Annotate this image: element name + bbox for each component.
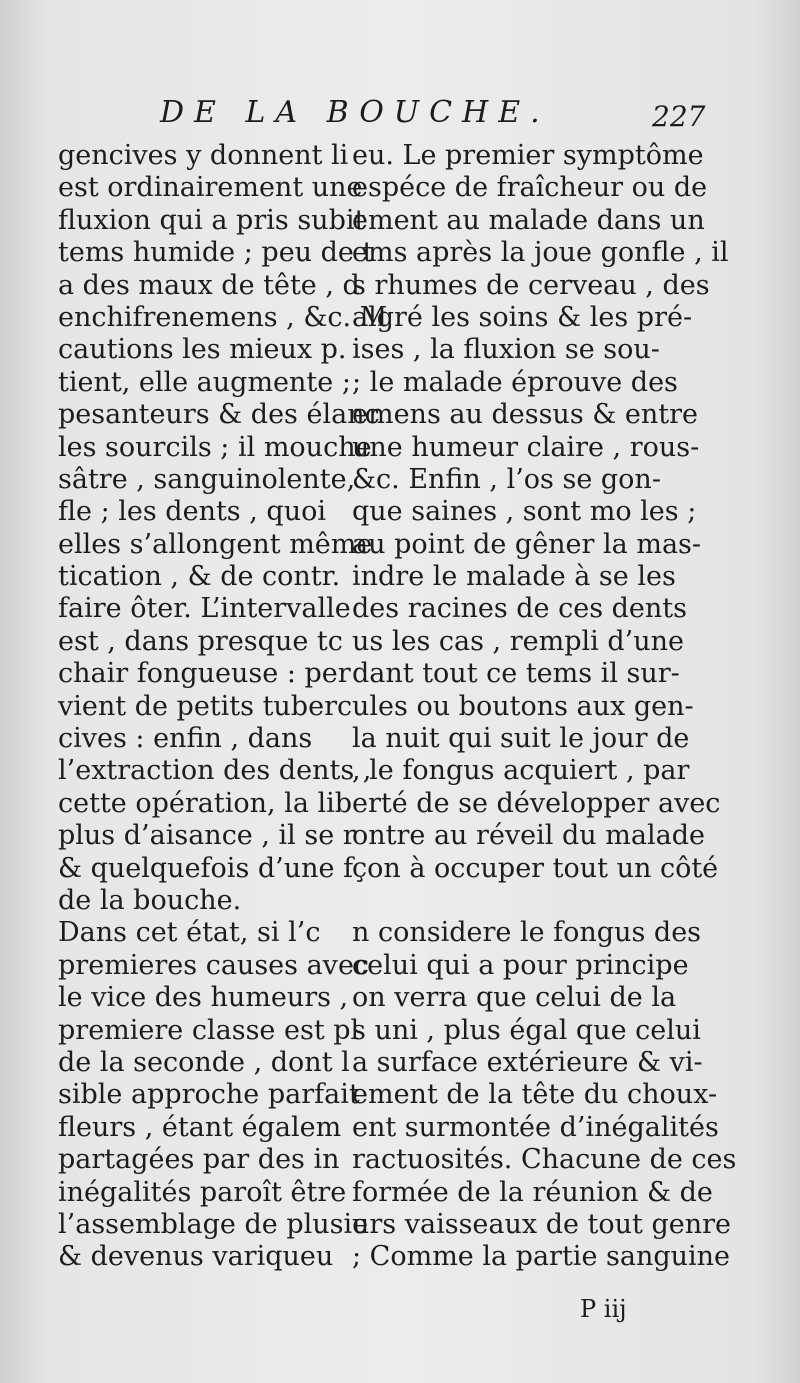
text-line: on verra que celui de la bbox=[352, 982, 677, 1014]
text-line: cives : enfin , dans bbox=[58, 723, 313, 755]
text-line: gencives y donnent li bbox=[58, 140, 349, 171]
text-line: algré les soins & les pré- bbox=[352, 301, 693, 333]
left-text-column bbox=[58, 140, 388, 1274]
text-line: est , dans presque tc bbox=[58, 625, 343, 657]
text-line: us les cas , rempli d’une bbox=[352, 625, 684, 657]
text-line: a surface extérieure & vi- bbox=[352, 1046, 703, 1078]
text-line: cette opération, la lib bbox=[58, 787, 353, 819]
text-line: formée de la réunion & de bbox=[352, 1176, 713, 1208]
text-line: l’extraction des dents , bbox=[58, 755, 372, 787]
text-line: indre le malade à se les bbox=[352, 561, 676, 593]
text-line: de la bouche. bbox=[58, 884, 242, 916]
text-line: Dans cet état, si l’c bbox=[58, 917, 321, 949]
right-text-column bbox=[352, 140, 737, 1274]
text-line: s uni , plus égal que celui bbox=[352, 1014, 701, 1046]
text-line: sible approche parfait bbox=[58, 1079, 360, 1111]
text-line: emens au dessus & entre bbox=[352, 399, 698, 431]
text-line: celui qui a pour principe bbox=[352, 949, 689, 981]
text-line: cautions les mieux p. bbox=[58, 334, 347, 366]
text-line: de la seconde , dont l bbox=[58, 1046, 350, 1078]
text-line: ement de la tête du choux- bbox=[352, 1079, 718, 1111]
text-line: ises , la fluxion se sou- bbox=[352, 334, 660, 366]
text-line: a des maux de tête , d bbox=[58, 269, 360, 301]
text-line: urs vaisseaux de tout genre bbox=[352, 1208, 732, 1240]
running-title: DE LA BOUCHE. bbox=[160, 95, 550, 130]
text-line: elles s’allongent même bbox=[58, 528, 373, 560]
text-line: s rhumes de cerveau , des bbox=[352, 269, 710, 301]
text-line: erté de se développer avec bbox=[352, 787, 721, 819]
text-line: fle ; les dents , quoi bbox=[58, 496, 326, 528]
text-line: l’assemblage de plusie bbox=[58, 1208, 369, 1240]
text-line: fleurs , étant égalem bbox=[58, 1111, 342, 1143]
text-line: enchifrenemens , &c. M bbox=[58, 301, 388, 333]
text-line: sâtre , sanguinolente, bbox=[58, 463, 356, 495]
text-line: fluxion qui a pris subit bbox=[58, 204, 366, 236]
text-line: pesanteurs & des élanc bbox=[58, 399, 380, 431]
text-line: çon à occuper tout un côté bbox=[352, 852, 719, 884]
signature-mark: P iij bbox=[580, 1295, 627, 1323]
text-line: , le fongus acquiert , par bbox=[352, 755, 690, 787]
text-line: tication , & de contr. bbox=[58, 561, 341, 593]
text-line: chair fongueuse : per bbox=[58, 658, 351, 690]
text-line: ement au malade dans un bbox=[352, 204, 705, 236]
text-line: premieres causes avec bbox=[58, 949, 370, 981]
text-line: tient, elle augmente ; bbox=[58, 366, 351, 398]
text-line: & devenus variqueu bbox=[58, 1241, 334, 1273]
text-line: partagées par des in bbox=[58, 1144, 340, 1176]
text-line bbox=[352, 885, 714, 917]
text-line: dant tout ce tems il sur- bbox=[352, 658, 680, 690]
text-line: ent surmontée d’inégalités bbox=[352, 1111, 719, 1143]
text-line: & quelquefois d’une f bbox=[58, 852, 354, 884]
page-number: 227 bbox=[652, 100, 706, 133]
text-line: plus d’aisance , il se r bbox=[58, 820, 356, 852]
text-line: ; Comme la partie sanguine bbox=[352, 1241, 731, 1273]
text-line: les sourcils ; il mouche bbox=[58, 431, 372, 463]
text-line: faire ôter. L’intervalle bbox=[58, 593, 351, 625]
text-line: vient de petits tuberc bbox=[58, 690, 353, 722]
text-line: &c. Enfin , l’os se gon- bbox=[352, 463, 661, 495]
text-line: ules ou boutons aux gen- bbox=[352, 690, 694, 722]
text-line: ems après la joue gonfle , il bbox=[352, 237, 729, 269]
text-line: une humeur claire , rous- bbox=[352, 431, 700, 463]
text-line: eu. Le premier symptôme bbox=[352, 140, 704, 171]
text-line: ; le malade éprouve des bbox=[352, 366, 678, 398]
text-line: le vice des humeurs , bbox=[58, 982, 349, 1014]
text-line: n considere le fongus des bbox=[352, 917, 702, 949]
text-line: que saines , sont mo les ; bbox=[352, 496, 697, 528]
text-line: espéce de fraîcheur ou de bbox=[352, 172, 708, 204]
text-line: inégalités paroît être bbox=[58, 1176, 347, 1208]
text-line: est ordinairement une bbox=[58, 172, 363, 204]
text-line: ontre au réveil du malade bbox=[352, 820, 705, 852]
text-line: la nuit qui suit le jour de bbox=[352, 723, 690, 755]
text-line: premiere classe est pl bbox=[58, 1014, 360, 1046]
text-line: des racines de ces dents bbox=[352, 593, 688, 625]
text-line: au point de gêner la mas- bbox=[352, 528, 702, 560]
text-line: ractuosités. Chacune de ces bbox=[352, 1144, 737, 1176]
text-line: tems humide ; peu de t bbox=[58, 237, 374, 269]
